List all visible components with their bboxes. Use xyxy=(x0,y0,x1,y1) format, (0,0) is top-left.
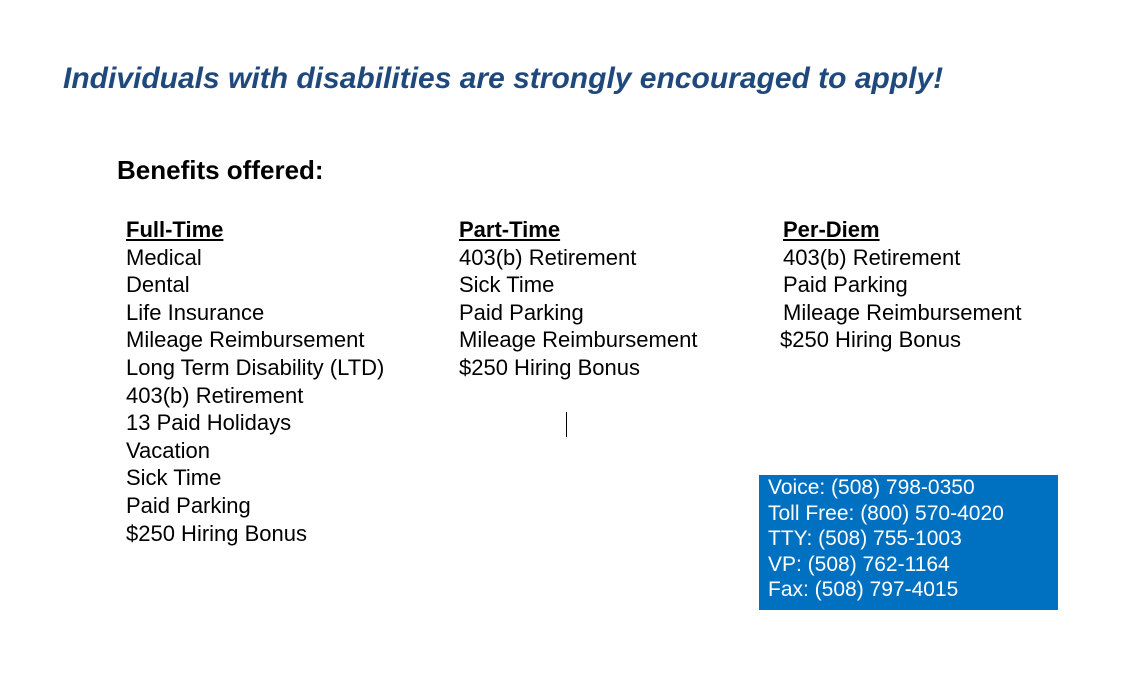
part-time-column xyxy=(459,216,697,382)
per-diem-list xyxy=(780,244,1022,354)
list-item: Paid Parking xyxy=(459,299,584,325)
full-time-list xyxy=(126,244,384,548)
contact-voice: Voice: (508) 798-0350 xyxy=(768,476,975,499)
list-item: $250 Hiring Bonus xyxy=(126,520,308,546)
list-item: Sick Time xyxy=(126,465,222,491)
list-item: Life Insurance xyxy=(126,299,265,325)
list-item: Vacation xyxy=(126,437,210,463)
text-cursor xyxy=(566,412,567,437)
per-diem-column xyxy=(780,216,1022,354)
part-time-list xyxy=(459,244,697,382)
contact-toll-free: Toll Free: (800) 570-4020 xyxy=(768,501,1004,525)
part-time-header: Part-Time xyxy=(459,217,561,242)
contact-list xyxy=(768,475,1058,603)
list-item: Dental xyxy=(126,272,190,298)
headline: Individuals with disabilities are strongly encouraged to apply! xyxy=(63,62,944,95)
list-item: 403(b) Retirement xyxy=(126,382,304,408)
per-diem-header: Per-Diem xyxy=(783,217,880,242)
full-time-header: Full-Time xyxy=(126,217,224,242)
list-item: 403(b) Retirement xyxy=(459,244,637,270)
benefits-heading: Benefits offered: xyxy=(117,155,324,185)
list-item: Mileage Reimbursement xyxy=(459,327,698,353)
list-item: 403(b) Retirement xyxy=(783,244,961,270)
list-item: Paid Parking xyxy=(126,492,251,518)
list-item: $250 Hiring Bonus xyxy=(459,354,641,380)
list-item: 13 Paid Holidays xyxy=(126,410,292,436)
contact-fax: Fax: (508) 797-4015 xyxy=(768,578,959,602)
list-item: Sick Time xyxy=(459,272,555,298)
list-item: Paid Parking xyxy=(783,272,908,298)
list-item: Mileage Reimbursement xyxy=(783,299,1022,325)
contact-tty: TTY: (508) 755-1003 xyxy=(768,527,962,551)
list-item: Mileage Reimbursement xyxy=(126,327,365,353)
contact-box xyxy=(759,475,1058,610)
list-item: Medical xyxy=(126,244,202,270)
list-item: $250 Hiring Bonus xyxy=(780,327,962,353)
list-item: Long Term Disability (LTD) xyxy=(126,354,385,380)
contact-vp: VP: (508) 762-1164 xyxy=(768,552,950,576)
full-time-column xyxy=(126,216,384,547)
